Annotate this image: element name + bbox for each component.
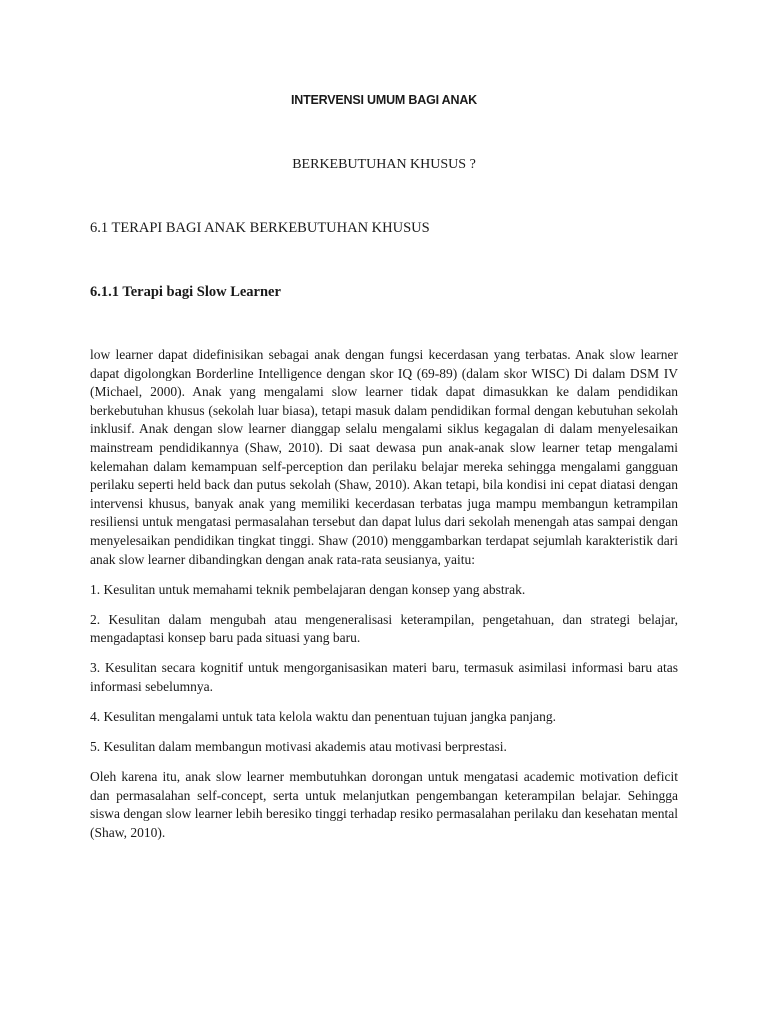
paragraph-intro: low learner dapat didefinisikan sebagai anak dengan fungsi kecerdasan yang terbatas. Anak slow learner dapat digolongkan Borderline Intelligence dengan skor IQ (69-89) (dalam skor WISC) Di dalam DSM IV (Michael, 2000). Anak yang mengalami slow learner tidak dapat dimasukkan ke dalam pendidikan berkebutuhan khusus (sekolah luar biasa), tetapi masuk dalam pendidikan formal dengan kebutuhan sekolah inklusif. Anak dengan slow learner dianggap selalu mengalami siklus kegagalan di dalam menyelesaikan mainstream pendidikannya (Shaw, 2010). Di saat dewasa pun anak-anak slow learner tetap mengalami kelemahan dalam kemampuan self-perception dan perilaku belajar mereka sehingga mengalami gangguan perilaku seperti held back dan putus sekolah (Shaw, 2010). Akan tetapi, bila kondisi ini cepat diatasi dengan intervensi khusus, banyak anak yang memiliki kecerdasan terbatas juga mampu membangun ketrampilan resiliensi untuk mengatasi permasalahan tersebut dan dapat lulus dari sekolah menengah atas sampai dengan menyelesaikan pendidikan tingkat tinggi. Shaw (2010) menggambarkan terdapat sejumlah karakteristik dari anak slow learner dibandingkan dengan anak rata-rata seusianya, yaitu: bbox=[90, 347, 678, 567]
list-item-4: 4. Kesulitan mengalami untuk tata kelola waktu dan penentuan tujuan jangka panjang. bbox=[90, 709, 556, 725]
document-title: INTERVENSI UMUM BAGI ANAK bbox=[291, 93, 477, 107]
section-heading: 6.1 TERAPI BAGI ANAK BERKEBUTUHAN KHUSUS bbox=[90, 220, 430, 236]
body-text bbox=[90, 346, 678, 854]
paragraph-conclusion: Oleh karena itu, anak slow learner membutuhkan dorongan untuk mengatasi academic motivation deficit dan permasalahan self-concept, serta untuk melanjutkan pengembangan keterampilan belajar. Sehingga siswa dengan slow learner lebih beresiko tinggi terhadap resiko permasalahan perilaku dan kesehatan mental (Shaw, 2010). bbox=[90, 769, 678, 841]
list-item-1: 1. Kesulitan untuk memahami teknik pembelajaran dengan konsep yang abstrak. bbox=[90, 581, 526, 597]
list-item-3: 3. Kesulitan secara kognitif untuk mengorganisasikan materi baru, termasuk asimilasi informasi baru atas informasi sebelumnya. bbox=[90, 660, 678, 694]
list-item-2: 2. Kesulitan dalam mengubah atau mengeneralisasi keterampilan, pengetahuan, dan strategi belajar, mengadaptasi konsep baru pada situasi yang baru. bbox=[90, 611, 678, 646]
document-subtitle: BERKEBUTUHAN KHUSUS ? bbox=[292, 157, 476, 172]
list-item-5: 5. Kesulitan dalam membangun motivasi akademis atau motivasi berprestasi. bbox=[90, 739, 507, 755]
subsection-heading: 6.1.1 Terapi bagi Slow Learner bbox=[90, 284, 281, 300]
